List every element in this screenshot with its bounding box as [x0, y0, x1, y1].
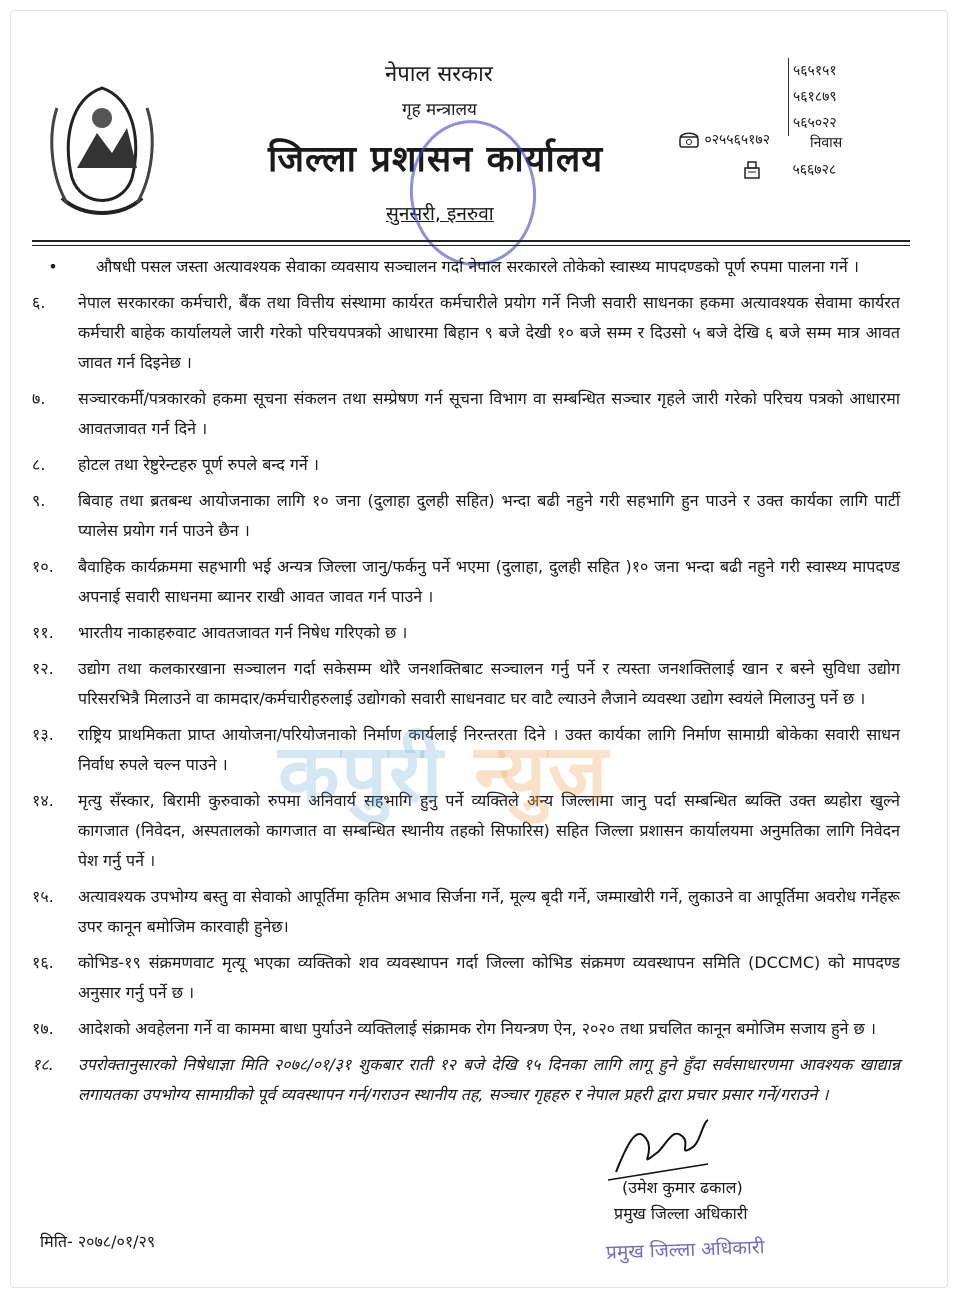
phone-number: ०२५५६५१७२: [704, 132, 770, 148]
district-name: सुनसरी, इनरुवा: [386, 203, 494, 225]
item-text: उपरोक्तानुसारको निषेधाज्ञा मिति २०७८/०१/३१ शुकबार राती १२ बजे देखि १५ दिनका लागि लागू हुने हुँदा सर्वसाधारणमा आवश्यक खाद्यान्न लगायतका उपभोग्य सामाग्रीको पूर्व व्यवस्थापन गर्न/गराउन स्थानीय तह, सञ्चार गृहहरु र नेपाल प्रहरी द्वारा प्रचार प्रसार गर्ने/गराउने ।: [78, 1055, 900, 1104]
item-number: १४.: [32, 791, 54, 810]
list-item: [30, 654, 900, 714]
list-item: [30, 1014, 900, 1044]
item-number: ७.: [32, 389, 46, 408]
item-text: सञ्चारकर्मी/पत्रकारको हकमा सूचना संकलन तथा सम्प्रेषण गर्न सूचना विभाग वा सम्बन्धित सञ्चार गृहले जारी गरेको परिचय पत्रको आधारमा आवतजावत गर्न दिने ।: [78, 389, 900, 438]
list-item: [30, 618, 900, 648]
ministry-name: गृह मन्त्रालय: [402, 100, 477, 120]
phone-icon: [678, 132, 700, 148]
list-item: [30, 384, 900, 444]
item-number: १०.: [32, 557, 54, 576]
item-text: अत्यावश्यक उपभोग्य बस्तु वा सेवाको आपूर्तिमा कृतिम अभाव सिर्जना गर्ने, मूल्य बृदी गर्ने, जम्माखोरी गर्ने, लुकाउने वा आपूर्तिमा अवरोध गर्नेहरू उपर कानून बमोजिम कारवाही हुनेछ।: [78, 887, 900, 936]
official-stamp-text: प्रमुख जिल्ला अधिकारी: [605, 1236, 765, 1264]
item-text: मृत्यु सँस्कार, बिरामी कुरुवाको रुपमा अनिवार्य सहभागि हुनु पर्ने व्यक्तिले अन्य जिल्लामा जानु पर्दा सम्बन्धित ब्यक्ति उक्त ब्यहोरा खुल्ने कागजात (निवेदन, अस्पतालको कागजात वा सम्बन्धित स्थानीय तहको सिफारिस) सहित जिल्ला प्रशासन कार्यालयमा अनुमतिका लागि निवेदन पेश गर्नु पर्ने ।: [78, 791, 900, 870]
nepal-emblem-icon: [42, 78, 162, 228]
contact-number: ५६५१५१: [793, 63, 837, 79]
residence-label: निवास: [810, 135, 843, 151]
item-text: नेपाल सरकारका कर्मचारी, बैंक तथा वित्तीय संस्थामा कार्यरत कर्मचारीले प्रयोग गर्ने निजी सवारी साधनका हकमा अत्यावश्यक सेवामा कार्यरत कर्मचारी बाहेक कार्यालयले जारी गरेको परिचयपत्रको आधारमा बिहान ९ बजे देखी १० बजे सम्म र दिउसो ५ बजे देखि ६ बजे सम्म मात्र आवत जावत गर्न दिइनेछ ।: [78, 293, 900, 372]
item-text: कोभिड-१९ संक्रमणवाट मृत्यू भएका व्यक्तिको शव व्यवस्थापन गर्दा जिल्ला कोभिड संक्रमण व्यवस्थापन समिति (DCCMC) को मापदण्ड अनुसार गर्नु पर्ने छ ।: [78, 953, 900, 1002]
item-number: १८.: [32, 1055, 54, 1074]
contact-number: ५६५०२२: [793, 115, 837, 131]
list-item: [30, 1050, 900, 1110]
item-number: १२.: [32, 659, 54, 678]
contact-numbers: [788, 58, 837, 136]
watermark-part: कपुरी: [278, 727, 445, 820]
list-item: [30, 288, 900, 378]
item-text: आदेशको अवहेलना गर्ने वा काममा बाधा पुर्याउने व्यक्तिलाई संक्रामक रोग नियन्त्रण ऐन, २०२० तथा प्रचलित कानून बमोजिम सजाय हुने छ ।: [78, 1019, 876, 1038]
list-item: [30, 882, 900, 942]
contact-number: ५६१८७९: [793, 89, 837, 105]
item-text: बैवाहिक कार्यक्रममा सहभागी भई अन्यत्र जिल्ला जानु/फर्कनु पर्ने भएमा (दुलाहा, दुलही सहित )१० जना भन्दा बढी नहुने गरी स्वास्थ्य मापदण्ड अपनाई सवारी साधनमा ब्यानर राखी आवत जावत गर्न पाउने ।: [78, 557, 900, 606]
item-number: १५.: [32, 887, 54, 906]
item-number: ६.: [32, 293, 46, 312]
item-number: •: [48, 257, 58, 276]
item-text: राष्ट्रिय प्राथमिकता प्राप्त आयोजना/परियोजनाको निर्माण कार्यलाई निरन्तरता दिने । उक्त कार्यका लागि निर्माण सामाग्री बोकेका सवारी साधन निर्वाध रुपले चल्न पाउने ।: [78, 725, 900, 774]
list-item: [30, 486, 900, 546]
item-text: होटल तथा रेष्टुरेन्टहरु पूर्ण रुपले बन्द गर्ने ।: [78, 455, 319, 474]
item-text: भारतीय नाकाहरुवाट आवतजावत गर्न निषेध गरिएको छ ।: [78, 623, 408, 642]
item-text: उद्योग तथा कलकारखाना सञ्चालन गर्दा सकेसम्म थोरै जनशक्तिबाट सञ्चालन गर्नु पर्ने र त्यस्ता जनशक्तिलाई खान र बस्ने सुविधा उद्योग परिसरभित्रै मिलाउने वा कामदार/कर्मचारीहरुलाई उद्योगको सवारी साधनवाट घर वाटै ल्याउने लैजाने व्यवस्था उद्योग स्वयंले मिलाउनु पर्ने छ ।: [78, 659, 900, 708]
office-name: जिल्ला प्रशासन कार्यालय: [268, 139, 604, 180]
item-number: १३.: [32, 725, 54, 744]
header-divider-thin: [32, 245, 910, 246]
header-divider: [32, 240, 910, 242]
item-text: औषधी पसल जस्ता अत्यावश्यक सेवाका व्यवसाय सञ्चालन गर्दा नेपाल सरकारले तोकेको स्वास्थ्य मापदण्डको पूर्ण रुपमा पालना गर्ने ।: [96, 257, 859, 276]
fax-icon: [742, 160, 762, 180]
phone-row: [678, 130, 770, 149]
item-number: १७.: [32, 1019, 54, 1038]
list-item: [30, 252, 900, 282]
item-number: १६.: [32, 953, 54, 972]
item-number: ९.: [32, 491, 46, 510]
item-number: ८.: [32, 455, 46, 474]
fax-number: ५६६७२८: [792, 162, 837, 178]
signature-scribble: [608, 1112, 718, 1184]
signatory-title: प्रमुख जिल्ला अधिकारी: [614, 1204, 748, 1223]
signatory-name: (उमेश कुमार ढकाल): [622, 1178, 743, 1197]
government-name: नेपाल सरकार: [385, 62, 493, 87]
order-list: [30, 252, 900, 1116]
item-number: ११.: [32, 623, 54, 642]
list-item: [30, 948, 900, 1008]
fax-row: [742, 160, 836, 180]
list-item: [30, 450, 900, 480]
item-text: बिवाह तथा ब्रतबन्ध आयोजनाका लागि १० जना (दुलाहा दुलही सहित) भन्दा बढी नहुने गरी सहभागि हुन पाउने र उक्त कार्यका लागि पार्टी प्यालेस प्रयोग गर्न पाउने छैन ।: [78, 491, 900, 540]
news-watermark: [278, 716, 610, 825]
document-date: मिति- २०७८/०१/२९: [40, 1232, 156, 1251]
watermark-part: न्युज: [474, 727, 610, 820]
list-item: [30, 552, 900, 612]
